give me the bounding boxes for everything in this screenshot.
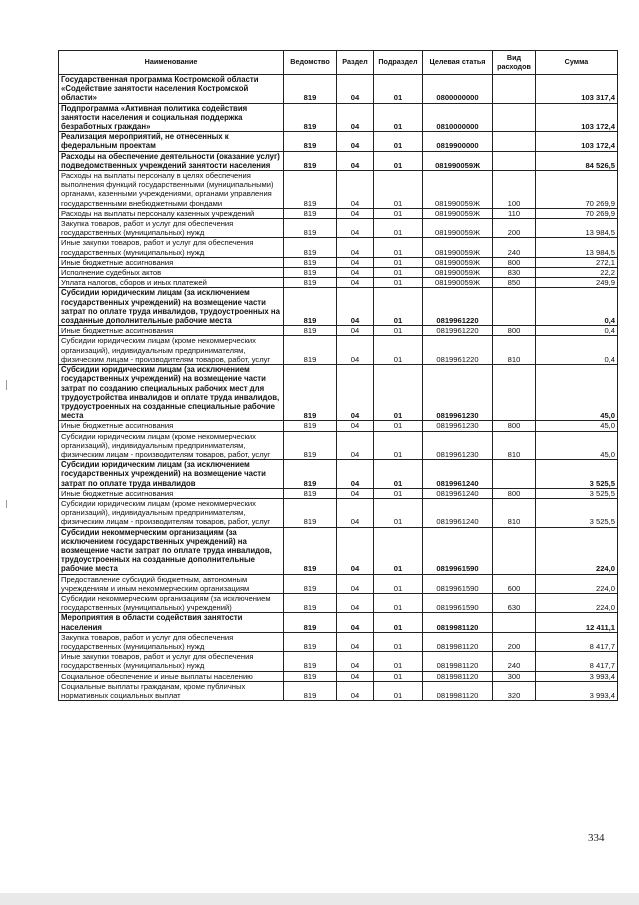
table-row bbox=[59, 681, 618, 700]
cell-vid bbox=[493, 613, 536, 632]
table-row bbox=[59, 431, 618, 460]
cell-podrazdel: 01 bbox=[374, 365, 423, 421]
cell-name: Закупка товаров, работ и услуг для обеспечения государственных (муниципальных) нужд bbox=[59, 219, 284, 238]
table-row bbox=[59, 268, 618, 278]
cell-statya: 081990059Ж bbox=[423, 268, 493, 278]
cell-summa: 45,0 bbox=[536, 365, 618, 421]
cell-vedomstvo: 819 bbox=[284, 75, 337, 104]
cell-razdel: 04 bbox=[337, 103, 374, 132]
cell-vid: 100 bbox=[493, 171, 536, 209]
page-number: 334 bbox=[588, 832, 605, 844]
cell-vedomstvo: 819 bbox=[284, 103, 337, 132]
cell-podrazdel: 01 bbox=[374, 652, 423, 671]
cell-name: Иные закупки товаров, работ и услуг для обеспечения государственных (муниципальных) нужд bbox=[59, 652, 284, 671]
table-row bbox=[59, 613, 618, 632]
cell-vid: 300 bbox=[493, 671, 536, 681]
table-header-row bbox=[59, 51, 618, 75]
cell-vid: 200 bbox=[493, 219, 536, 238]
cell-razdel: 04 bbox=[337, 593, 374, 612]
cell-summa: 0,4 bbox=[536, 326, 618, 336]
cell-summa: 103 317,4 bbox=[536, 75, 618, 104]
cell-razdel: 04 bbox=[337, 421, 374, 431]
cell-name: Субсидии некоммерческим организациям (за исключением государственных (муниципальных) учреждений) bbox=[59, 593, 284, 612]
table-row bbox=[59, 336, 618, 365]
cell-summa: 13 984,5 bbox=[536, 238, 618, 257]
cell-podrazdel: 01 bbox=[374, 681, 423, 700]
cell-razdel: 04 bbox=[337, 613, 374, 632]
cell-podrazdel: 01 bbox=[374, 498, 423, 527]
cell-razdel: 04 bbox=[337, 460, 374, 489]
cell-vedomstvo: 819 bbox=[284, 151, 337, 170]
cell-podrazdel: 01 bbox=[374, 671, 423, 681]
cell-summa: 70 269,9 bbox=[536, 208, 618, 218]
cell-vid bbox=[493, 132, 536, 151]
cell-statya: 0819961240 bbox=[423, 498, 493, 527]
table-row bbox=[59, 257, 618, 267]
cell-summa: 45,0 bbox=[536, 421, 618, 431]
cell-razdel: 04 bbox=[337, 171, 374, 209]
cell-razdel: 04 bbox=[337, 75, 374, 104]
cell-vid: 800 bbox=[493, 421, 536, 431]
cell-razdel: 04 bbox=[337, 574, 374, 593]
cell-name: Расходы на обеспечение деятельности (оказание услуг) подведомственных учреждений занятости населения bbox=[59, 151, 284, 170]
cell-vid: 110 bbox=[493, 208, 536, 218]
header-summa: Сумма bbox=[536, 51, 618, 75]
cell-statya: 081990059Ж bbox=[423, 238, 493, 257]
cell-razdel: 04 bbox=[337, 488, 374, 498]
cell-name: Иные бюджетные ассигнования bbox=[59, 421, 284, 431]
cell-summa: 84 526,5 bbox=[536, 151, 618, 170]
cell-summa: 13 984,5 bbox=[536, 219, 618, 238]
cell-podrazdel: 01 bbox=[374, 460, 423, 489]
table-row bbox=[59, 527, 618, 574]
table-row bbox=[59, 151, 618, 170]
cell-razdel: 04 bbox=[337, 336, 374, 365]
cell-vedomstvo: 819 bbox=[284, 671, 337, 681]
cell-summa: 0,4 bbox=[536, 288, 618, 326]
cell-vedomstvo: 819 bbox=[284, 132, 337, 151]
table-row bbox=[59, 288, 618, 326]
cell-name: Субсидии юридическим лицам (за исключением государственных учреждений) на возмещение части затрат по оплате труда инвалидов, трудоустроенных на созданные дополнительные рабочие места bbox=[59, 288, 284, 326]
cell-razdel: 04 bbox=[337, 652, 374, 671]
header-statya: Целевая статья bbox=[423, 51, 493, 75]
cell-vedomstvo: 819 bbox=[284, 238, 337, 257]
cell-statya: 0819961590 bbox=[423, 593, 493, 612]
cell-vid: 600 bbox=[493, 574, 536, 593]
cell-vid: 240 bbox=[493, 652, 536, 671]
cell-razdel: 04 bbox=[337, 365, 374, 421]
cell-vid: 810 bbox=[493, 498, 536, 527]
budget-table bbox=[58, 50, 618, 701]
cell-vid: 800 bbox=[493, 326, 536, 336]
cell-name: Расходы на выплаты персоналу казенных учреждений bbox=[59, 208, 284, 218]
cell-razdel: 04 bbox=[337, 278, 374, 288]
cell-summa: 22,2 bbox=[536, 268, 618, 278]
cell-podrazdel: 01 bbox=[374, 326, 423, 336]
cell-vid: 830 bbox=[493, 268, 536, 278]
cell-statya: 0819961220 bbox=[423, 326, 493, 336]
table-row bbox=[59, 460, 618, 489]
cell-statya: 081990059Ж bbox=[423, 278, 493, 288]
cell-name: Субсидии юридическим лицам (кроме некоммерческих организаций), индивидуальным предпринимателям, физическим лицам - производителям товаров, работ, услуг bbox=[59, 336, 284, 365]
cell-vedomstvo: 819 bbox=[284, 527, 337, 574]
cell-vedomstvo: 819 bbox=[284, 632, 337, 651]
table-row bbox=[59, 488, 618, 498]
table-row bbox=[59, 326, 618, 336]
cell-statya: 0819981120 bbox=[423, 613, 493, 632]
cell-podrazdel: 01 bbox=[374, 336, 423, 365]
cell-name: Социальное обеспечение и иные выплаты населению bbox=[59, 671, 284, 681]
cell-statya: 0819961220 bbox=[423, 336, 493, 365]
cell-summa: 249,9 bbox=[536, 278, 618, 288]
table-row bbox=[59, 132, 618, 151]
cell-vedomstvo: 819 bbox=[284, 681, 337, 700]
cell-podrazdel: 01 bbox=[374, 208, 423, 218]
cell-razdel: 04 bbox=[337, 219, 374, 238]
cell-vedomstvo: 819 bbox=[284, 488, 337, 498]
table-row bbox=[59, 278, 618, 288]
cell-statya: 081990059Ж bbox=[423, 257, 493, 267]
cell-razdel: 04 bbox=[337, 268, 374, 278]
cell-statya: 0819961240 bbox=[423, 488, 493, 498]
cell-podrazdel: 01 bbox=[374, 527, 423, 574]
cell-vedomstvo: 819 bbox=[284, 171, 337, 209]
cell-vid bbox=[493, 151, 536, 170]
header-vedomstvo: Ведомство bbox=[284, 51, 337, 75]
cell-statya: 0819900000 bbox=[423, 132, 493, 151]
header-podrazdel: Подраздел bbox=[374, 51, 423, 75]
cell-vid: 850 bbox=[493, 278, 536, 288]
cell-podrazdel: 01 bbox=[374, 75, 423, 104]
cell-vid: 810 bbox=[493, 431, 536, 460]
cell-vedomstvo: 819 bbox=[284, 268, 337, 278]
cell-name: Исполнение судебных актов bbox=[59, 268, 284, 278]
table-row bbox=[59, 593, 618, 612]
cell-vid: 240 bbox=[493, 238, 536, 257]
table-row bbox=[59, 219, 618, 238]
cell-vedomstvo: 819 bbox=[284, 498, 337, 527]
cell-name: Субсидии некоммерческим организациям (за исключением государственных учреждений) на возмещение части затрат по оплате труда инвалидов, трудоустроенных на созданные дополнительные рабочие места bbox=[59, 527, 284, 574]
cell-vedomstvo: 819 bbox=[284, 288, 337, 326]
cell-vid: 320 bbox=[493, 681, 536, 700]
cell-vid bbox=[493, 460, 536, 489]
cell-name: Иные бюджетные ассигнования bbox=[59, 257, 284, 267]
cell-summa: 3 993,4 bbox=[536, 681, 618, 700]
cell-vedomstvo: 819 bbox=[284, 257, 337, 267]
cell-podrazdel: 01 bbox=[374, 431, 423, 460]
cell-vedomstvo: 819 bbox=[284, 652, 337, 671]
cell-summa: 3 525,5 bbox=[536, 460, 618, 489]
cell-statya: 0819981120 bbox=[423, 632, 493, 651]
cell-statya: 081990059Ж bbox=[423, 171, 493, 209]
cell-summa: 103 172,4 bbox=[536, 132, 618, 151]
cell-statya: 0800000000 bbox=[423, 75, 493, 104]
cell-summa: 103 172,4 bbox=[536, 103, 618, 132]
cell-summa: 272,1 bbox=[536, 257, 618, 267]
cell-summa: 8 417,7 bbox=[536, 632, 618, 651]
header-name: Наименование bbox=[59, 51, 284, 75]
cell-summa: 224,0 bbox=[536, 593, 618, 612]
cell-summa: 70 269,9 bbox=[536, 171, 618, 209]
cell-vid bbox=[493, 527, 536, 574]
cell-vid: 800 bbox=[493, 488, 536, 498]
cell-podrazdel: 01 bbox=[374, 488, 423, 498]
cell-podrazdel: 01 bbox=[374, 151, 423, 170]
cell-vid bbox=[493, 365, 536, 421]
cell-podrazdel: 01 bbox=[374, 421, 423, 431]
cell-razdel: 04 bbox=[337, 151, 374, 170]
cell-razdel: 04 bbox=[337, 238, 374, 257]
cell-vid: 630 bbox=[493, 593, 536, 612]
cell-summa: 3 993,4 bbox=[536, 671, 618, 681]
cell-podrazdel: 01 bbox=[374, 593, 423, 612]
cell-razdel: 04 bbox=[337, 527, 374, 574]
cell-podrazdel: 01 bbox=[374, 268, 423, 278]
cell-vedomstvo: 819 bbox=[284, 336, 337, 365]
cell-statya: 0810000000 bbox=[423, 103, 493, 132]
cell-vedomstvo: 819 bbox=[284, 431, 337, 460]
cell-summa: 224,0 bbox=[536, 527, 618, 574]
cell-name: Субсидии юридическим лицам (кроме некоммерческих организаций), индивидуальным предпринимателям, физическим лицам - производителям товаров, работ, услуг bbox=[59, 431, 284, 460]
cell-vid bbox=[493, 75, 536, 104]
cell-name: Субсидии юридическим лицам (за исключением государственных учреждений) на возмещение части затрат по оплате труда инвалидов bbox=[59, 460, 284, 489]
cell-razdel: 04 bbox=[337, 132, 374, 151]
cell-summa: 3 525,5 bbox=[536, 488, 618, 498]
cell-statya: 0819961230 bbox=[423, 421, 493, 431]
cell-razdel: 04 bbox=[337, 431, 374, 460]
table-body bbox=[59, 75, 618, 701]
budget-document bbox=[58, 50, 617, 701]
cell-statya: 081990059Ж bbox=[423, 208, 493, 218]
header-vid: Вид расходов bbox=[493, 51, 536, 75]
cell-podrazdel: 01 bbox=[374, 288, 423, 326]
cell-summa: 224,0 bbox=[536, 574, 618, 593]
cell-razdel: 04 bbox=[337, 208, 374, 218]
cell-name: Предоставление субсидий бюджетным, автономным учреждениям и иным некоммерческим организациям bbox=[59, 574, 284, 593]
cell-statya: 0819961590 bbox=[423, 527, 493, 574]
cell-vedomstvo: 819 bbox=[284, 593, 337, 612]
cell-razdel: 04 bbox=[337, 288, 374, 326]
cell-statya: 0819961230 bbox=[423, 431, 493, 460]
cell-podrazdel: 01 bbox=[374, 103, 423, 132]
table-row bbox=[59, 365, 618, 421]
cell-vedomstvo: 819 bbox=[284, 421, 337, 431]
cell-name: Иные закупки товаров, работ и услуг для обеспечения государственных (муниципальных) нужд bbox=[59, 238, 284, 257]
cell-name: Субсидии юридическим лицам (кроме некоммерческих организаций), индивидуальным предпринимателям, физическим лицам - производителям товаров, работ, услуг bbox=[59, 498, 284, 527]
cell-podrazdel: 01 bbox=[374, 613, 423, 632]
cell-vid bbox=[493, 288, 536, 326]
cell-name: Реализация мероприятий, не отнесенных к федеральным проектам bbox=[59, 132, 284, 151]
scan-edge-strip bbox=[0, 893, 639, 905]
cell-name: Иные бюджетные ассигнования bbox=[59, 488, 284, 498]
table-row bbox=[59, 421, 618, 431]
cell-name: Государственная программа Костромской области «Содействие занятости населения Костромской области» bbox=[59, 75, 284, 104]
table-row bbox=[59, 238, 618, 257]
cell-summa: 12 411,1 bbox=[536, 613, 618, 632]
cell-razdel: 04 bbox=[337, 632, 374, 651]
header-razdel: Раздел bbox=[337, 51, 374, 75]
table-row bbox=[59, 208, 618, 218]
cell-name: Расходы на выплаты персоналу в целях обеспечения выполнения функций государственными (муниципальными) органами, казенными учреждениями, органами управления государственными внебюджетными фондами bbox=[59, 171, 284, 209]
cell-podrazdel: 01 bbox=[374, 278, 423, 288]
cell-name: Закупка товаров, работ и услуг для обеспечения государственных (муниципальных) нужд bbox=[59, 632, 284, 651]
cell-vid: 800 bbox=[493, 257, 536, 267]
cell-statya: 0819981120 bbox=[423, 671, 493, 681]
cell-summa: 8 417,7 bbox=[536, 652, 618, 671]
cell-podrazdel: 01 bbox=[374, 238, 423, 257]
table-row bbox=[59, 671, 618, 681]
table-row bbox=[59, 75, 618, 104]
table-row bbox=[59, 574, 618, 593]
cell-razdel: 04 bbox=[337, 257, 374, 267]
cell-razdel: 04 bbox=[337, 326, 374, 336]
cell-statya: 0819961220 bbox=[423, 288, 493, 326]
cell-name: Субсидии юридическим лицам (за исключением государственных учреждений) на возмещение части затрат по созданию специальных рабочих мест для трудоустройства инвалидов и оплате труда инвалидов, трудоустроенных на созданные специальные рабочие места bbox=[59, 365, 284, 421]
cell-vedomstvo: 819 bbox=[284, 326, 337, 336]
cell-name: Уплата налогов, сборов и иных платежей bbox=[59, 278, 284, 288]
table-row bbox=[59, 652, 618, 671]
cell-name: Иные бюджетные ассигнования bbox=[59, 326, 284, 336]
cell-vedomstvo: 819 bbox=[284, 219, 337, 238]
cell-razdel: 04 bbox=[337, 671, 374, 681]
cell-vedomstvo: 819 bbox=[284, 365, 337, 421]
cell-vedomstvo: 819 bbox=[284, 574, 337, 593]
cell-vid: 200 bbox=[493, 632, 536, 651]
cell-summa: 45,0 bbox=[536, 431, 618, 460]
cell-vedomstvo: 819 bbox=[284, 278, 337, 288]
cell-name: Мероприятия в области содействия занятости населения bbox=[59, 613, 284, 632]
cell-vid bbox=[493, 103, 536, 132]
cell-statya: 0819961240 bbox=[423, 460, 493, 489]
cell-podrazdel: 01 bbox=[374, 132, 423, 151]
table-row bbox=[59, 632, 618, 651]
cell-podrazdel: 01 bbox=[374, 171, 423, 209]
cell-statya: 0819981120 bbox=[423, 681, 493, 700]
cell-razdel: 04 bbox=[337, 498, 374, 527]
cell-statya: 081990059Ж bbox=[423, 151, 493, 170]
cell-vedomstvo: 819 bbox=[284, 208, 337, 218]
cell-name: Социальные выплаты гражданам, кроме публичных нормативных социальных выплат bbox=[59, 681, 284, 700]
cell-summa: 3 525,5 bbox=[536, 498, 618, 527]
cell-statya: 0819961230 bbox=[423, 365, 493, 421]
cell-podrazdel: 01 bbox=[374, 257, 423, 267]
cell-statya: 081990059Ж bbox=[423, 219, 493, 238]
cell-name: Подпрограмма «Активная политика содействия занятости населения и социальная поддержка безработных граждан» bbox=[59, 103, 284, 132]
cell-podrazdel: 01 bbox=[374, 574, 423, 593]
cell-summa: 0,4 bbox=[536, 336, 618, 365]
table-row bbox=[59, 498, 618, 527]
cell-vedomstvo: 819 bbox=[284, 613, 337, 632]
table-row bbox=[59, 103, 618, 132]
cell-statya: 0819981120 bbox=[423, 652, 493, 671]
cell-podrazdel: 01 bbox=[374, 219, 423, 238]
table-row bbox=[59, 171, 618, 209]
cell-vedomstvo: 819 bbox=[284, 460, 337, 489]
cell-statya: 0819961590 bbox=[423, 574, 493, 593]
cell-razdel: 04 bbox=[337, 681, 374, 700]
cell-vid: 810 bbox=[493, 336, 536, 365]
cell-podrazdel: 01 bbox=[374, 632, 423, 651]
